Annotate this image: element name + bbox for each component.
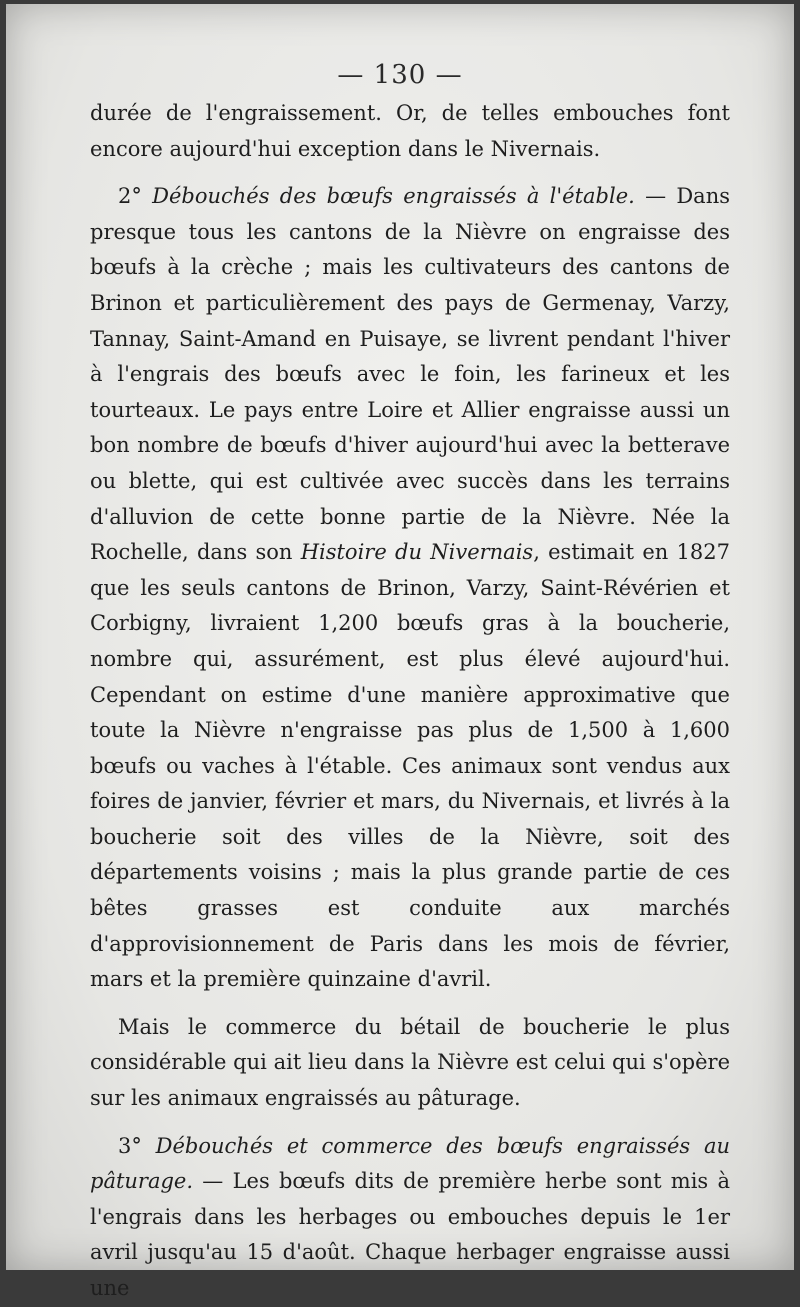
section-number: 2° <box>118 184 153 209</box>
paragraph-3 <box>90 1010 730 1117</box>
body-text <box>90 96 730 1307</box>
book-title-reference: Histoire du Nivernais <box>300 540 534 565</box>
paragraph-3-text: Mais le commerce du bétail de boucherie le plus considérable qui ait lieu dans la Nièvre est celui qui s'opère sur les animaux engraissés au pâturage. <box>90 1014 730 1111</box>
section-heading-paturage: Débouchés et commerce des bœufs engraissés au pâturage. <box>90 1133 730 1194</box>
section-heading-etable: Débouchés des bœufs engraissés à l'étable. <box>152 184 635 209</box>
paragraph-4-text: — Les bœufs dits de première herbe sont mis à l'engrais dans les herbages ou embouches depuis le 1er avril jusqu'au 15 d'août. Chaque herbager engraisse aussi une <box>90 1169 730 1300</box>
paragraph-2-text-a: — Dans presque tous les cantons de la Nièvre on engraisse des bœufs à la crèche ; mais les cultivateurs des cantons de Brinon et particulièrement des pays de Germenay, Varzy, Tannay, Saint-Amand en Puisaye, se livrent pendant l'hiver à l'engrais des bœufs avec le foin, les farineux et les tourteaux. Le pays entre Loire et Allier engraisse aussi un bon nombre de bœufs d'hiver aujourd'hui avec la betterave ou blette, qui est cultivée avec succès dans les terrains d'alluvion de cette bonne partie de la Nièvre. Née la Rochelle, dans son <box>90 184 730 565</box>
page-number: — 130 — <box>337 60 463 90</box>
section-number: 3° <box>118 1133 156 1158</box>
book-page <box>6 4 794 1300</box>
paragraph-2-text-b: , estimait en 1827 que les seuls cantons de Brinon, Varzy, Saint-Révérien et Corbigny, livraient 1,200 bœufs gras à la boucherie, nombre qui, assurément, est plus élevé aujourd'hui. Cependant on estime d'une manière approximative que toute la Nièvre n'engraisse pas plus de 1,500 à 1,600 bœufs ou vaches à l'étable. Ces animaux sont vendus aux foires de janvier, février et mars, du Nivernais, et livrés à la boucherie soit des villes de la Nièvre, soit des départements voisins ; mais la plus grande partie de ces bêtes grasses est conduite aux marchés d'approvisionnement de Paris dans les mois de février, mars et la première quinzaine d'avril. <box>90 540 730 992</box>
paragraph-1-text: durée de l'engraissement. Or, de telles embouches font encore aujourd'hui exception dans le Nivernais. <box>90 101 730 161</box>
paragraph-1 <box>90 96 730 167</box>
paragraph-2 <box>90 179 730 998</box>
paragraph-4 <box>90 1129 730 1307</box>
